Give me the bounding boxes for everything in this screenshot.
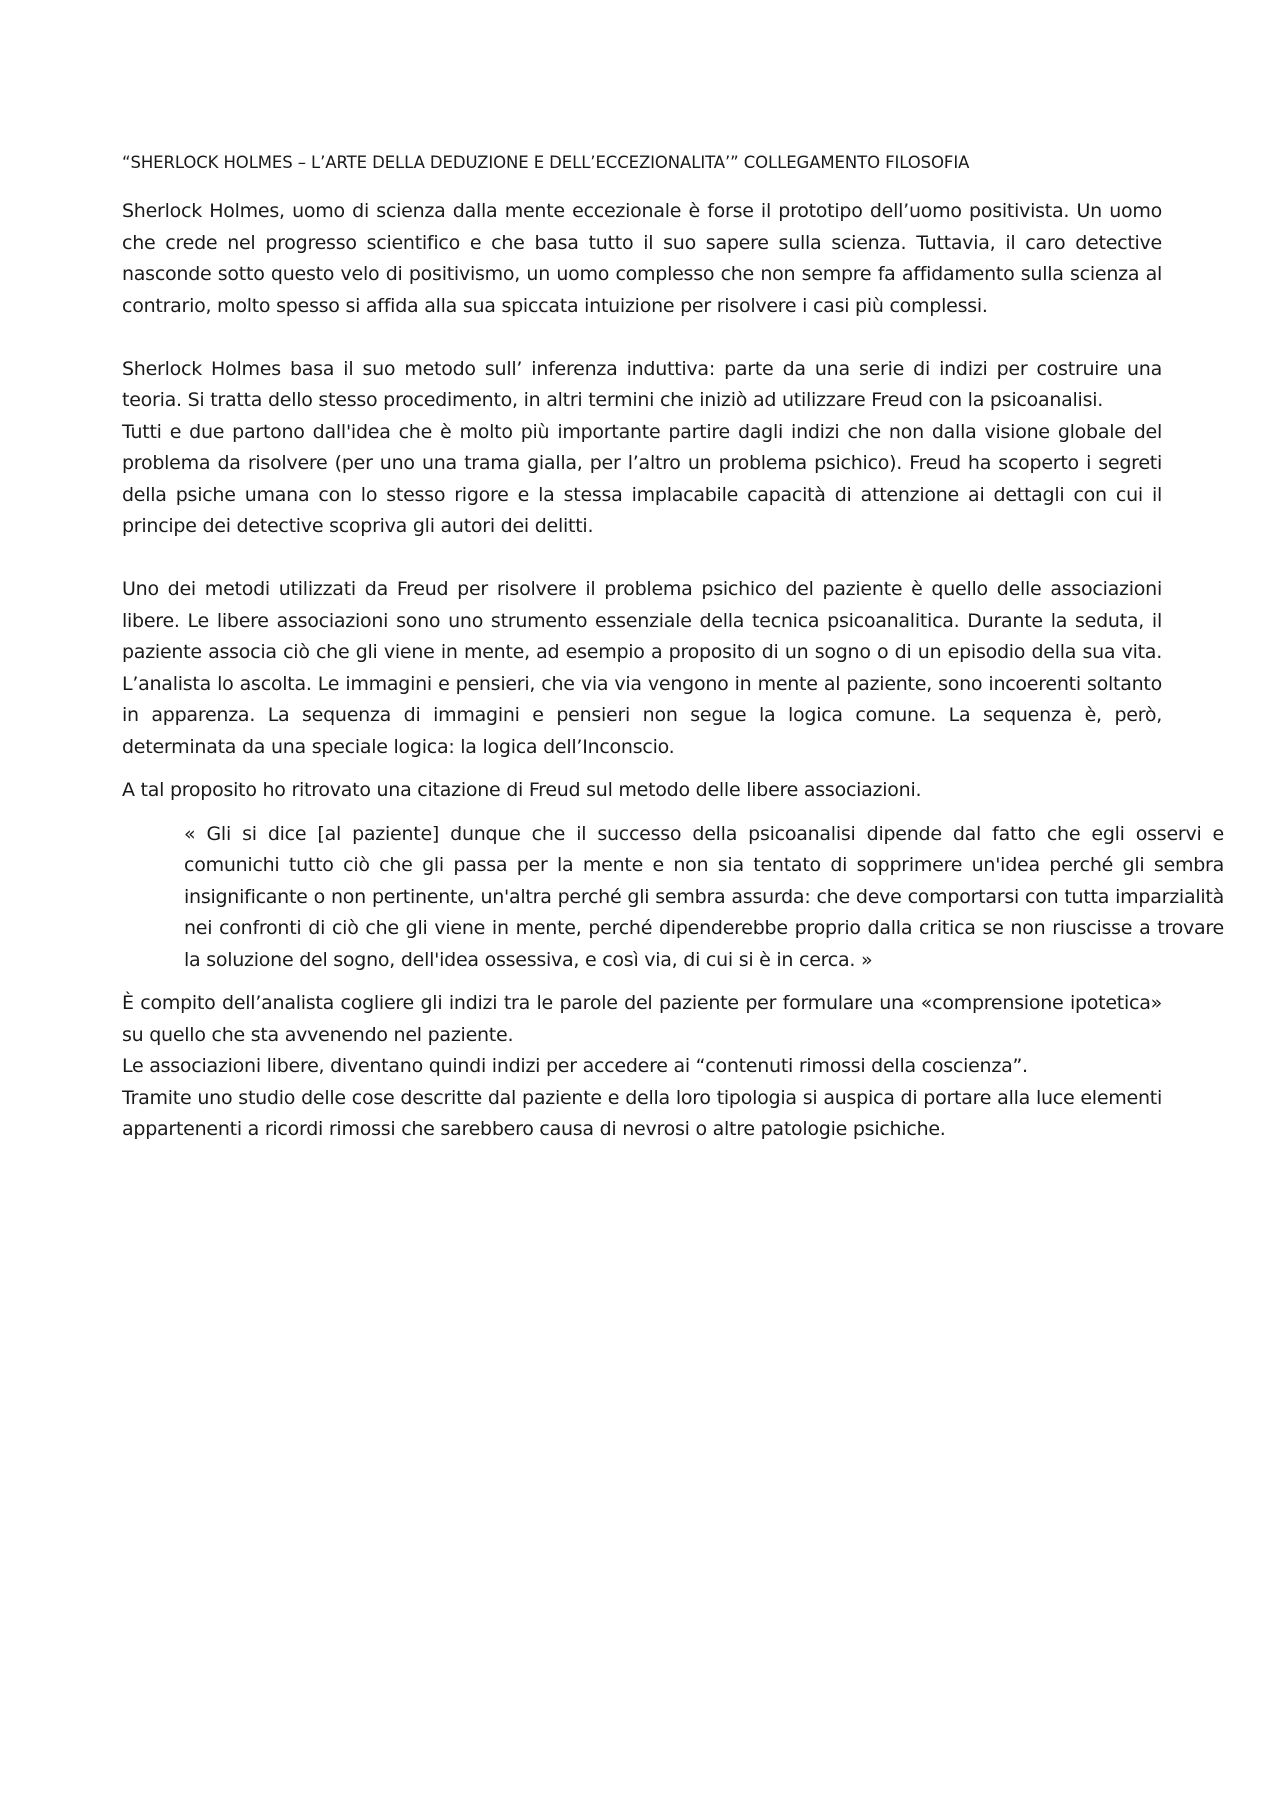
paragraph-analyst-task: È compito dell’analista cogliere gli indizi tra le parole del paziente per formulare una «comprensione ipotetica» su quello che sta avvenendo nel paziente. [122,992,1162,1046]
document-body [122,152,1224,1146]
paragraph-spacer [122,322,1162,354]
paragraph-spacer [122,543,1162,575]
paragraph-holmes-positivist: Sherlock Holmes, uomo di scienza dalla mente eccezionale è forse il prototipo dell’uomo positivista. Un uomo che crede nel progresso scientifico e che basa tutto il suo sapere sulla scienza. Tuttavia, il caro detective nasconde sotto questo velo di positivismo, un uomo complesso che non sempre fa affidamento sulla scienza al contrario, molto spesso si affida alla sua spiccata intuizione per risolvere i casi più complessi. [122,200,1162,317]
paragraph-repressed-contents: Le associazioni libere, diventano quindi indizi per accedere ai “contenuti rimossi della coscienza”. [122,1055,1028,1077]
paragraph-neurosis-causes: Tramite uno studio delle cose descritte dal paziente e della loro tipologia si auspica di portare alla luce elementi appartenenti a ricordi rimossi che sarebbero causa di nevrosi o altre patologie psichiche. [122,1086,1162,1140]
paragraph-quote-intro: A tal proposito ho ritrovato una citazione di Freud sul metodo delle libere associazioni. [122,779,922,801]
paragraph-holmes-freud-comparison: Tutti e due partono dall'idea che è molto più importante partire dagli indizi che non dalla visione globale del problema da risolvere (per uno una trama gialla, per l’altro un problema psichico). Freud ha scoperto i segreti della psiche umana con lo stesso rigore e la stessa implacabile capacità di attenzione ai dettagli con cui il principe dei detective scopriva gli autori dei delitti. [122,420,1162,537]
document-title: “SHERLOCK HOLMES – L’ARTE DELLA DEDUZIONE E DELL’ECCEZIONALITA’” COLLEGAMENTO FILOSOFIA [122,153,970,172]
paragraph-spacer [122,763,1162,775]
paragraph-inductive-inference: Sherlock Holmes basa il suo metodo sull’ inferenza induttiva: parte da una serie di indizi per costruire una teoria. Si tratta dello stesso procedimento, in altri termini che iniziò ad utilizzare Freud con la psicoanalisi. [122,357,1162,411]
freud-quotation: « Gli si dice [al paziente] dunque che il successo della psicoanalisi dipende dal fatto che egli osservi e comunichi tutto ciò che gli passa per la mente e non sia tentato di sopprimere un'idea perché gli sembra insignificante o non pertinente, un'altra perché gli sembra assurda: che deve comportarsi con tutta imparzialità nei confronti di ciò che gli viene in mente, perché dipenderebbe proprio dalla critica se non riuscisse a trovare la soluzione del sogno, dell'idea ossessiva, e così via, di cui si è in cerca. » [184,822,1224,971]
paragraph-free-associations: Uno dei metodi utilizzati da Freud per risolvere il problema psichico del paziente è quello delle associazioni libere. Le libere associazioni sono uno strumento essenziale della tecnica psicoanalitica. Durante la seduta, il paziente associa ciò che gli viene in mente, ad esempio a proposito di un sogno o di un episodio della sua vita. L’analista lo ascolta. Le immagini e pensieri, che via via vengono in mente al paziente, sono incoerenti soltanto in apparenza. La sequenza di immagini e pensieri non segue la logica comune. La sequenza è, però, determinata da una speciale logica: la logica dell’Inconscio. [122,578,1162,758]
paragraph-spacer [122,807,1162,819]
